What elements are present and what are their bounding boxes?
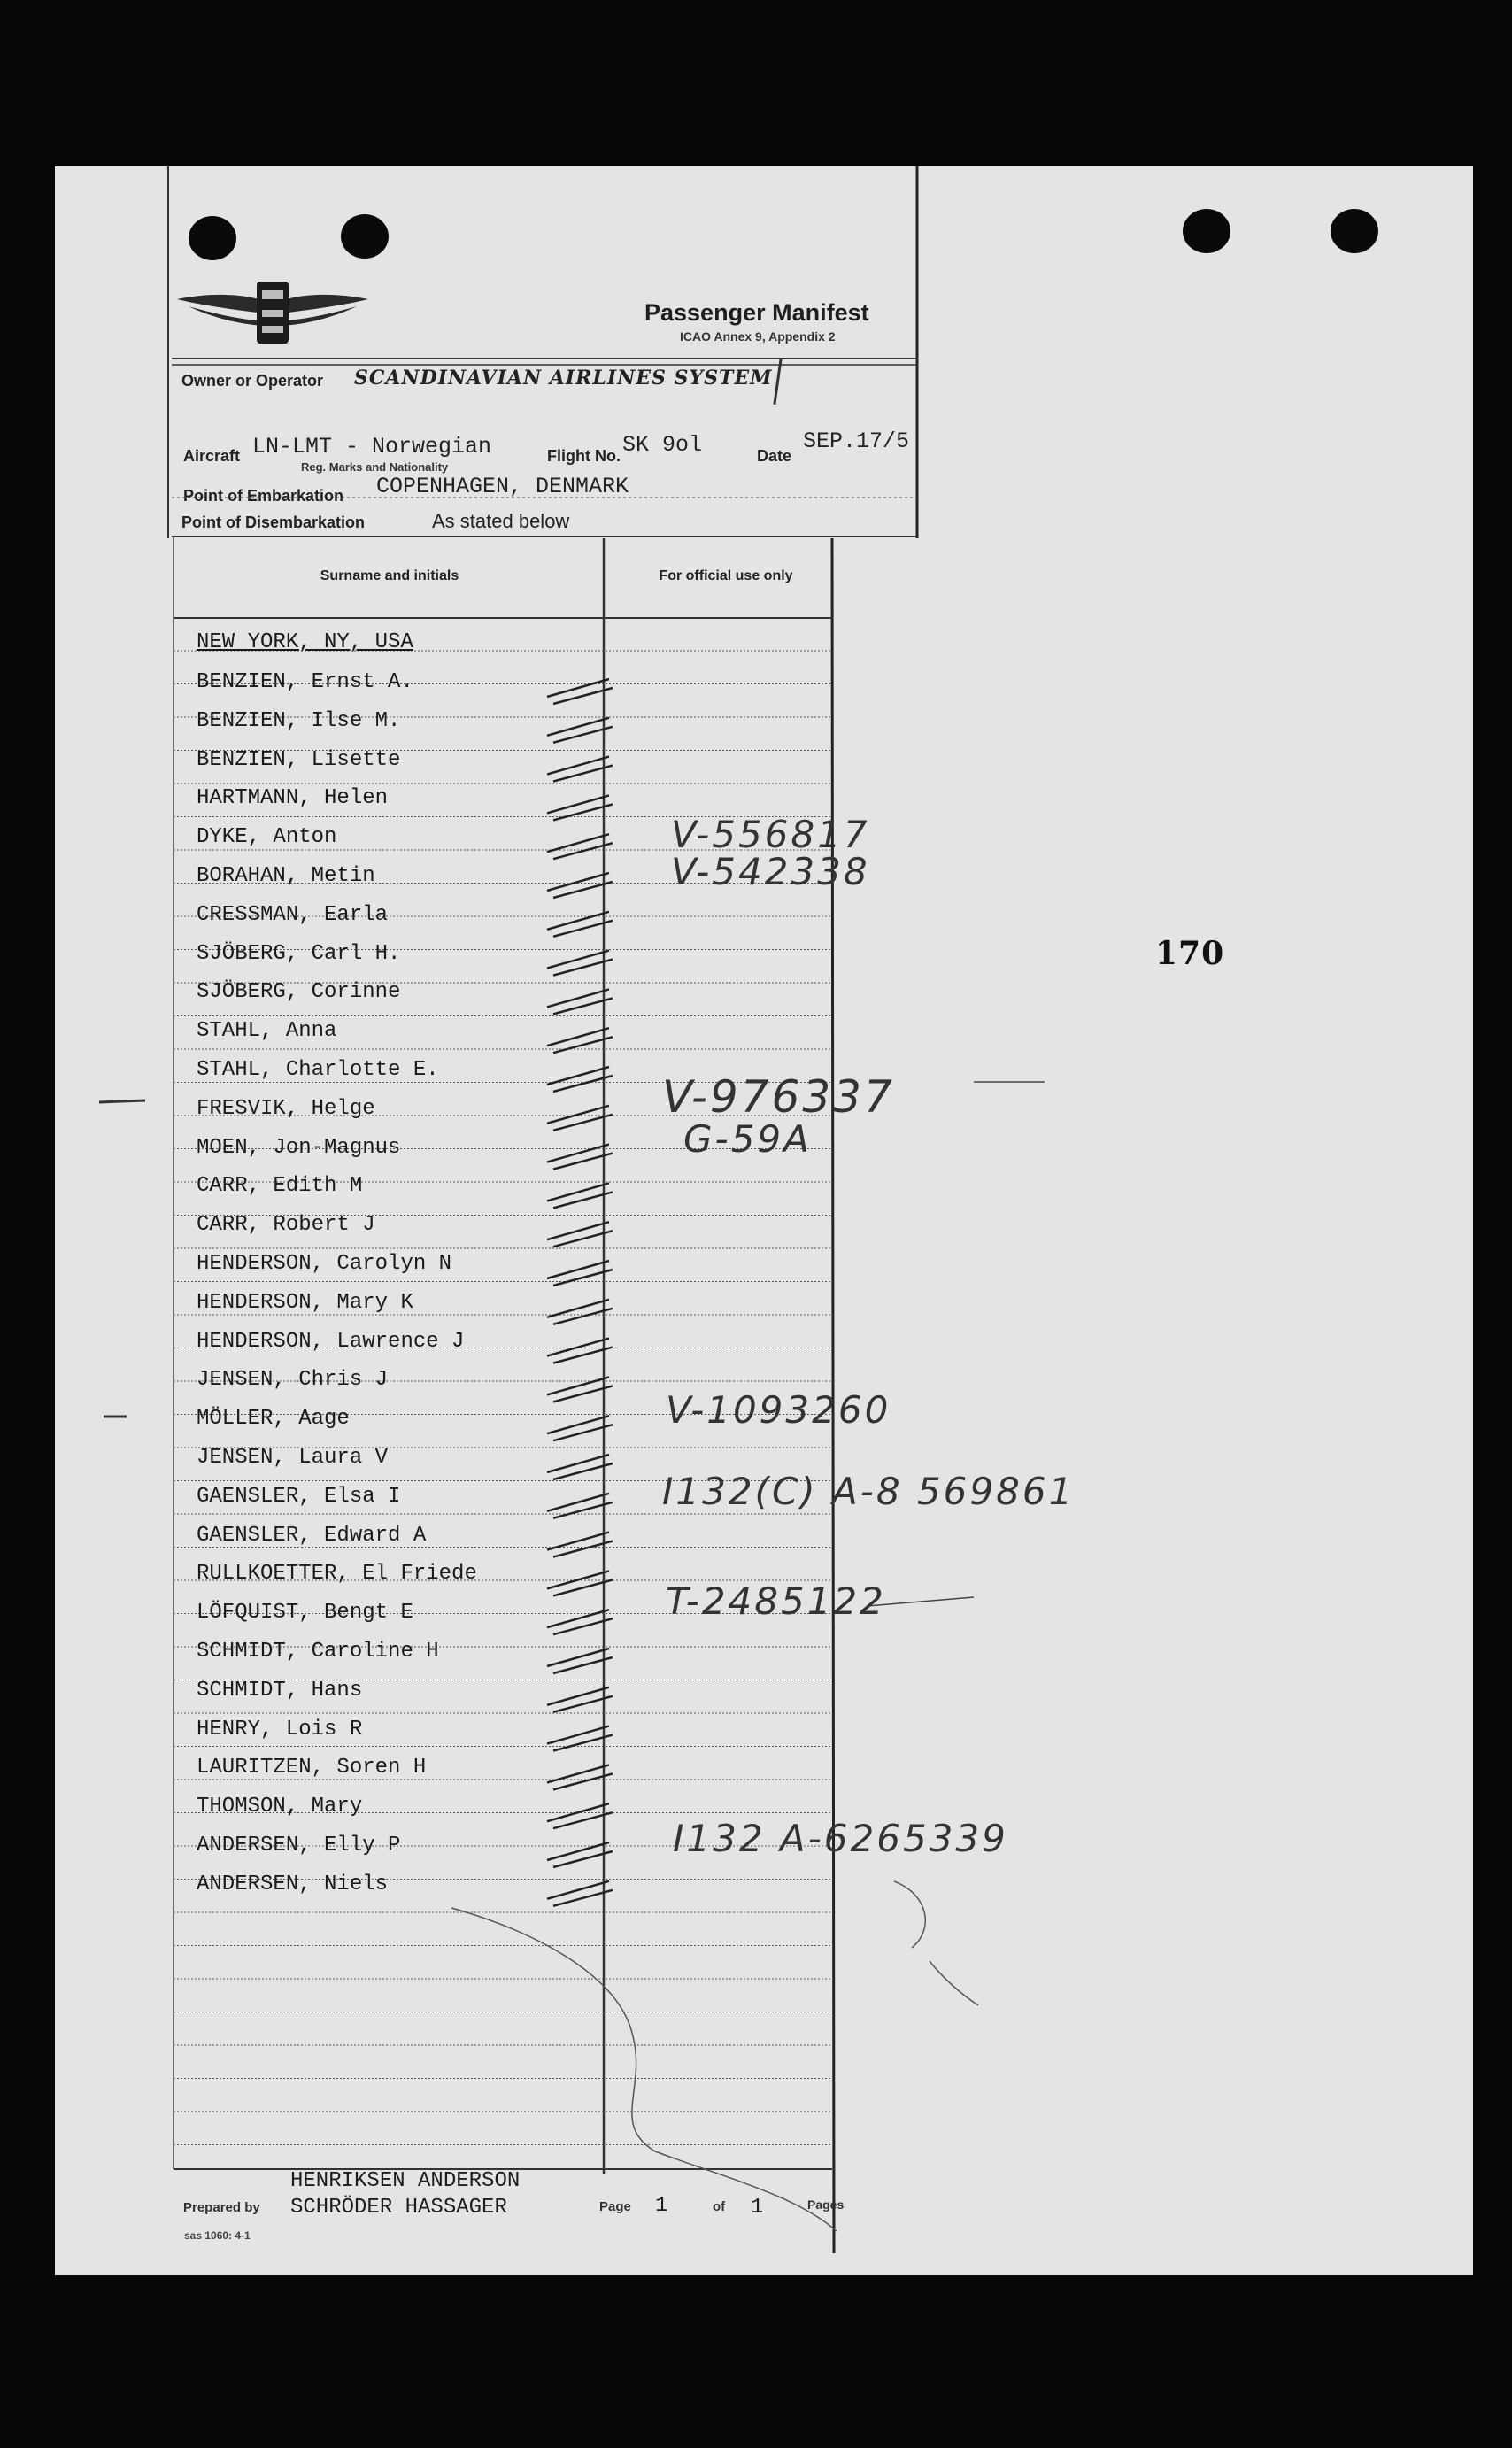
passenger-row: HENDERSON, Mary K [197,1290,413,1315]
passenger-row: BORAHAN, Metin [197,864,375,888]
page-number-stamp: 170 [1155,935,1225,972]
destination-heading: NEW YORK, NY, USA [197,630,413,654]
prepared-by-label: Prepared by [183,2200,260,2215]
passenger-row: HENDERSON, Carolyn N [197,1252,452,1276]
passenger-row: CARR, Edith M [197,1174,363,1199]
handwritten-note: V-1093260 [666,1388,891,1432]
page-value: 1 [655,2194,668,2218]
passenger-row: CARR, Robert J [197,1213,375,1238]
form-subtitle: ICAO Annex 9, Appendix 2 [680,329,836,344]
pages-label: Pages [807,2197,845,2212]
passenger-row: LÖFQUIST, Bengt E [197,1601,413,1626]
passenger-row: SCHMIDT, Hans [197,1678,363,1703]
passenger-row: MÖLLER, Aage [197,1407,350,1432]
owner-label: Owner or Operator [181,372,324,390]
passenger-row: LAURITZEN, Soren H [197,1756,427,1780]
passenger-row: BENZIEN, Ilse M. [197,708,401,733]
handwritten-note: G-59A [683,1117,812,1161]
passenger-row: HARTMANN, Helen [197,786,389,811]
passenger-row: HENRY, Lois R [197,1717,363,1741]
passenger-row: FRESVIK, Helge [197,1096,375,1121]
handwritten-note: I132 A-6265339 [673,1817,1008,1860]
passenger-row: SJÖBERG, Corinne [197,980,401,1005]
reg-marks-label: Reg. Marks and Nationality [301,460,449,474]
passenger-row: SJÖBERG, Carl H. [197,941,401,966]
passenger-row: BENZIEN, Ernst A. [197,670,413,694]
passenger-row: RULLKOETTER, El Friede [197,1562,477,1587]
owner-value: SCANDINAVIAN AIRLINES SYSTEM [354,367,773,390]
disembarkation-value: As stated below [432,510,570,532]
page-label: Page [599,2199,631,2214]
form-code: sas 1060: 4-1 [184,2229,251,2242]
flight-label: Flight No. [547,447,621,465]
passenger-row: ANDERSEN, Niels [197,1872,389,1896]
passenger-row: CRESSMAN, Earla [197,902,389,927]
passenger-row: JENSEN, Chris J [197,1368,389,1393]
embarkation-label: Point of Embarkation [183,487,344,505]
passenger-row: HENDERSON, Lawrence J [197,1329,465,1354]
aircraft-value: LN-LMT - Norwegian [252,434,492,459]
passenger-row: BENZIEN, Lisette [197,747,401,772]
handwritten-note: T-2485122 [666,1579,886,1623]
embarkation-value: COPENHAGEN, DENMARK [376,474,629,499]
date-label: Date [757,447,792,465]
surname-column-header: Surname and initials [320,568,459,583]
of-label: of [713,2199,726,2214]
passenger-row: STAHL, Anna [197,1019,337,1044]
official-column-header: For official use only [659,568,793,583]
handwritten-note: V-976337 [662,1071,895,1123]
of-value: 1 [751,2196,764,2220]
passenger-row: STAHL, Charlotte E. [197,1058,439,1082]
flight-value: SK 9ol [622,432,703,458]
prepared-by-line-2: SCHRÖDER HASSAGER [290,2196,507,2220]
passenger-row: GAENSLER, Elsa I [197,1484,401,1509]
passenger-row: DYKE, Anton [197,825,337,850]
sas-winged-logo-icon [175,274,370,354]
form-title: Passenger Manifest [644,299,869,326]
passenger-row: ANDERSEN, Elly P [197,1834,401,1857]
aircraft-label: Aircraft [183,447,241,465]
handwritten-note: V-542338 [671,850,870,893]
passenger-row: MOEN, Jon-Magnus [197,1135,401,1160]
handwritten-note: I132(C) A-8 569861 [662,1470,1076,1513]
prepared-by-line-1: HENRIKSEN ANDERSON [290,2169,521,2193]
disembarkation-label: Point of Disembarkation [181,514,366,531]
passenger-row: SCHMIDT, Caroline H [197,1640,439,1664]
date-value: SEP.17/5 [803,429,910,454]
passenger-row: GAENSLER, Edward A [197,1523,427,1548]
passenger-row: JENSEN, Laura V [197,1446,389,1470]
handwritten-note: V-556817 [671,813,870,856]
passenger-row: THOMSON, Mary [197,1795,363,1819]
